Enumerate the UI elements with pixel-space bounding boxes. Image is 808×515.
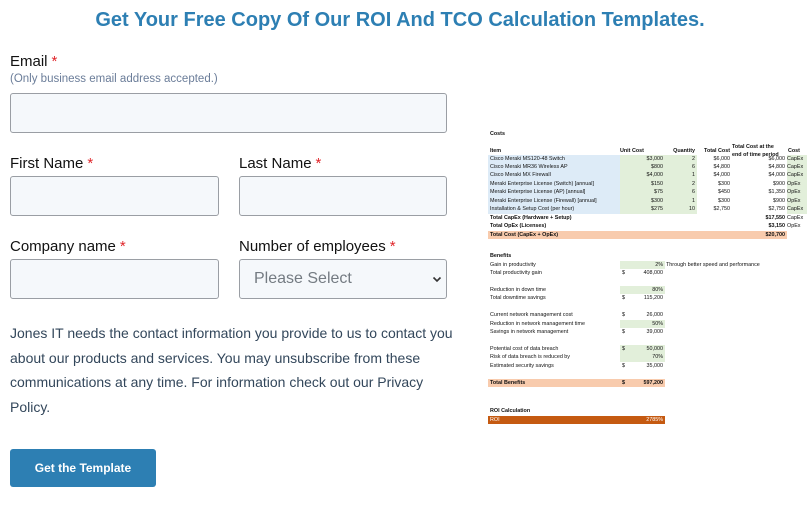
cost-row <box>488 155 808 163</box>
section-title: Benefits <box>490 253 512 259</box>
header-cell: Unit Cost <box>620 148 644 154</box>
cost-type-cell: OpEx <box>787 180 807 188</box>
cost-type-cell: CapEx <box>787 205 807 213</box>
last-name-input[interactable] <box>239 176 447 216</box>
currency-cell: $ <box>622 379 625 386</box>
company-input[interactable] <box>10 259 219 299</box>
total-label: Total OpEx (Licenses) <box>490 223 547 230</box>
benefit-row <box>488 353 808 361</box>
item-cell: Cisco Meraki MS120-48 Switch <box>488 155 620 163</box>
total-value: $17,550 <box>765 214 785 221</box>
item-cell: Installation & Setup Cost (per hour) <box>488 205 620 213</box>
item-cell: Meraki Enterprise License (AP) [annual] <box>488 188 620 196</box>
cost-row <box>488 180 808 188</box>
benefit-label: Potential cost of data breach <box>490 346 559 352</box>
quantity-cell: 6 <box>665 188 697 196</box>
benefit-row <box>488 362 808 370</box>
benefit-label: Total productivity gain <box>490 269 542 276</box>
roi-value: 2785% <box>646 416 663 423</box>
company-label-text: Company name <box>10 238 116 255</box>
cost-type-cell: CapEx <box>787 163 807 171</box>
last-name-label <box>239 155 321 172</box>
cost-row <box>488 163 808 171</box>
benefit-note: Through better speed and performance <box>666 261 760 268</box>
benefit-row <box>488 286 808 294</box>
benefits-title <box>488 252 808 260</box>
cost-type-cell: CapEx <box>787 214 804 221</box>
unit-cost-cell: $150 <box>620 180 665 188</box>
benefit-value: 35,000 <box>646 362 663 369</box>
benefit-value: 26,000 <box>646 312 663 319</box>
page-title: Get Your Free Copy Of Our ROI And TCO Calculation Templates. <box>95 9 705 31</box>
cost-row <box>488 197 808 205</box>
roi-title <box>488 407 808 415</box>
unit-cost-cell: $275 <box>620 205 665 213</box>
header-cell: Total Cost <box>704 148 730 154</box>
header-line: end of time period <box>732 152 779 158</box>
total-value: $20,700 <box>765 231 785 238</box>
header-cell: Quantity <box>673 148 695 154</box>
total-value: $3,150 <box>768 223 785 230</box>
total-cost-cell: $4,800 <box>713 163 730 170</box>
quantity-cell: 1 <box>665 197 697 205</box>
quantity-cell: 10 <box>665 205 697 213</box>
total-label: Total CapEx (Hardware + Setup) <box>490 214 572 221</box>
end-cost-cell: $6,000 <box>768 155 785 162</box>
total-row <box>488 231 808 239</box>
employees-label <box>239 238 396 255</box>
required-mark: * <box>51 53 58 70</box>
end-cost-cell: $900 <box>773 197 785 204</box>
benefit-row <box>488 320 808 328</box>
first-name-input[interactable] <box>10 176 219 216</box>
total-row <box>488 214 808 222</box>
total-benefits-row <box>488 379 808 387</box>
required-mark: * <box>87 155 94 172</box>
benefit-row <box>488 294 808 302</box>
end-cost-cell: $900 <box>773 180 785 187</box>
cost-type-cell: CapEx <box>787 155 807 163</box>
currency-cell: $ <box>622 269 625 276</box>
first-name-label-text: First Name <box>10 155 84 172</box>
currency-cell: $ <box>622 295 625 302</box>
total-cost-cell: $300 <box>718 180 730 187</box>
currency-cell: $ <box>622 329 625 336</box>
benefit-label: Total downtime savings <box>490 295 546 302</box>
benefit-label: Estimated security savings <box>490 362 554 369</box>
quantity-cell: 2 <box>665 180 697 188</box>
required-mark: * <box>315 155 322 172</box>
unit-cost-cell: $300 <box>620 197 665 205</box>
total-cost-cell: $2,750 <box>713 206 730 213</box>
spreadsheet-preview <box>488 128 804 428</box>
unit-cost-cell: $4,000 <box>620 171 665 179</box>
item-cell: Cisco Meraki MR36 Wireless AP <box>488 163 620 171</box>
cost-row <box>488 171 808 179</box>
benefit-row <box>488 328 808 336</box>
benefit-value: 2% <box>655 261 663 268</box>
benefit-row <box>488 261 808 269</box>
consent-text: Jones IT needs the contact information you provide to us to contact you about our products and services. You may unsubscribe from these communications at any time. For information check out our Privacy Policy. <box>10 325 453 415</box>
section-title: Costs <box>490 131 505 137</box>
cost-row <box>488 188 808 196</box>
total-cost-cell: $450 <box>718 189 730 196</box>
end-cost-cell: $1,350 <box>768 189 785 196</box>
benefit-value: 115,200 <box>643 295 663 302</box>
benefit-value: 50% <box>652 320 663 327</box>
email-label-text: Email <box>10 53 48 70</box>
end-cost-cell: $2,750 <box>768 206 785 213</box>
quantity-cell: 1 <box>665 171 697 179</box>
benefit-value: 70% <box>652 354 663 361</box>
benefit-label: Risk of data breach is reduced by <box>490 354 571 361</box>
benefit-label: Current network management cost <box>490 312 573 319</box>
benefit-row <box>488 311 808 319</box>
item-cell: Cisco Meraki MX Firewall <box>488 171 620 179</box>
first-name-label <box>10 155 93 172</box>
unit-cost-cell: $75 <box>620 188 665 196</box>
currency-cell: $ <box>622 362 625 369</box>
quantity-cell: 6 <box>665 163 697 171</box>
end-cost-cell: $4,800 <box>768 163 785 170</box>
benefit-value: 39,000 <box>646 329 663 336</box>
total-row <box>488 222 808 230</box>
required-mark: * <box>119 238 126 255</box>
total-cost-cell: $4,000 <box>713 172 730 179</box>
get-template-button[interactable]: Get the Template <box>10 449 156 487</box>
cost-row <box>488 205 808 213</box>
benefit-label: Gain in productivity <box>490 261 536 268</box>
currency-cell: $ <box>622 312 625 319</box>
company-label <box>10 238 126 255</box>
chevron-down-icon <box>432 274 442 284</box>
header-line: Total Cost at the <box>732 144 774 150</box>
header-cell: Cost <box>788 148 800 154</box>
benefit-value: 408,000 <box>643 269 663 276</box>
currency-cell <box>622 353 630 361</box>
required-mark: * <box>389 238 396 255</box>
employees-select[interactable] <box>239 259 447 299</box>
email-hint: (Only business email address accepted.) <box>10 73 218 85</box>
total-label: Total Benefits <box>490 379 526 386</box>
item-cell: Meraki Enterprise License (Switch) [annual] <box>488 180 620 188</box>
end-cost-cell: $4,000 <box>768 172 785 179</box>
currency-cell <box>622 261 630 269</box>
employees-label-text: Number of employees <box>239 238 386 255</box>
total-label: Total Cost (CapEx + OpEx) <box>490 231 559 238</box>
roi-row <box>488 416 808 424</box>
total-cost-cell: $6,000 <box>713 155 730 162</box>
email-label <box>10 53 57 70</box>
costs-title <box>488 130 808 138</box>
benefit-row <box>488 269 808 277</box>
employees-selected: Please Select <box>254 270 352 287</box>
quantity-cell: 2 <box>665 155 697 163</box>
section-title: ROI Calculation <box>490 408 531 414</box>
benefit-label: Reduction in down time <box>490 286 547 293</box>
unit-cost-cell: $3,000 <box>620 155 665 163</box>
cost-type-cell: OpEx <box>787 188 807 196</box>
item-cell: Meraki Enterprise License (Firewall) [annual] <box>488 197 620 205</box>
header-cell: Item <box>490 148 502 154</box>
currency-cell: $ <box>622 346 625 352</box>
currency-cell <box>622 320 630 328</box>
email-input[interactable] <box>10 93 447 133</box>
benefit-row <box>488 345 808 353</box>
cost-type-cell: CapEx <box>787 171 807 179</box>
cost-type-cell: OpEx <box>787 223 801 230</box>
last-name-label-text: Last Name <box>239 155 312 172</box>
benefit-label: Reduction in network management time <box>490 320 585 327</box>
currency-cell <box>622 286 630 294</box>
total-value: 597,200 <box>643 379 663 386</box>
benefit-value: 80% <box>652 286 663 293</box>
unit-cost-cell: $800 <box>620 163 665 171</box>
total-cost-cell: $300 <box>718 197 730 204</box>
roi-label: ROI <box>490 416 500 423</box>
cost-type-cell: OpEx <box>787 197 807 205</box>
benefit-value: 50,000 <box>646 346 663 352</box>
benefit-label: Savings in network management <box>490 329 569 336</box>
